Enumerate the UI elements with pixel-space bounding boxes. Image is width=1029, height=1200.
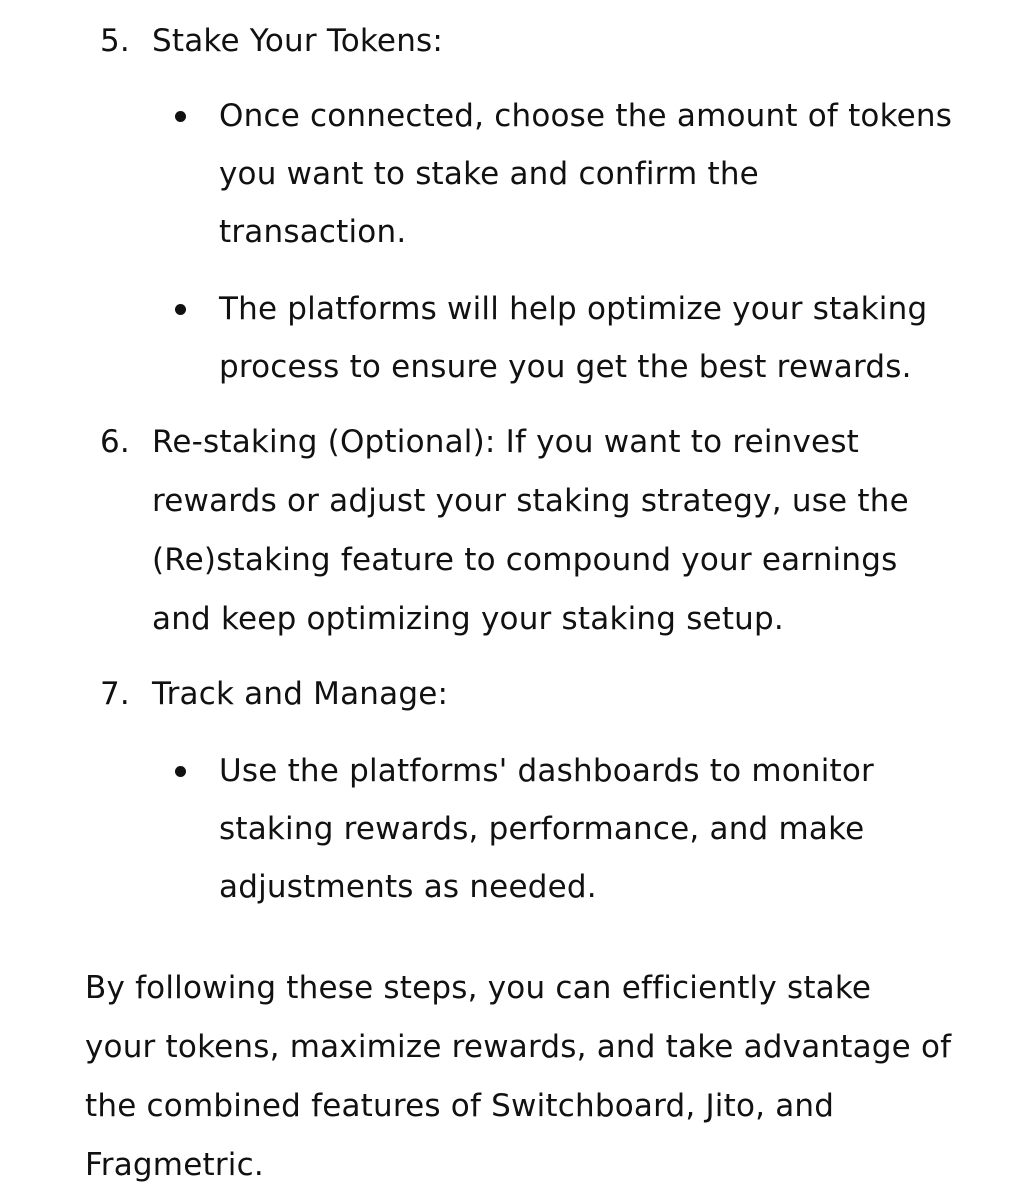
paragraph-line: Fragmetric.: [85, 1147, 264, 1183]
step-text-line: (Re)staking feature to compound your earnings: [152, 542, 898, 578]
step-text-line: rewards or adjust your staking strategy, use the: [152, 483, 909, 519]
bullet-text-line: process to ensure you get the best rewards.: [219, 349, 912, 385]
paragraph-line: By following these steps, you can efficiently stake: [85, 970, 872, 1006]
bullet-dot-icon: [175, 766, 186, 777]
bullet-text-line: Once connected, choose the amount of tokens: [219, 98, 953, 134]
bullet-text-line: you want to stake and confirm the: [219, 156, 759, 192]
paragraph-line: your tokens, maximize rewards, and take advantage of: [85, 1029, 952, 1065]
bullet-dot-icon: [175, 304, 186, 315]
paragraph-line: the combined features of Switchboard, Jito, and: [85, 1088, 835, 1124]
bullet-dot-icon: [175, 111, 186, 122]
step-number: 6.: [100, 424, 130, 460]
step-text-line: and keep optimizing your staking setup.: [152, 601, 784, 637]
step-number: 7.: [100, 676, 130, 712]
step-heading: Track and Manage:: [152, 676, 449, 712]
bullet-text-line: adjustments as needed.: [219, 869, 597, 905]
step-heading: Stake Your Tokens:: [152, 23, 444, 59]
bullet-text-line: The platforms will help optimize your staking: [219, 291, 928, 327]
bullet-text-line: Use the platforms' dashboards to monitor: [219, 753, 875, 789]
bullet-text-line: transaction.: [219, 214, 407, 250]
bullet-text-line: staking rewards, performance, and make: [219, 811, 865, 847]
step-number: 5.: [100, 23, 130, 59]
step-text-line: Re-staking (Optional): If you want to reinvest: [152, 424, 860, 460]
